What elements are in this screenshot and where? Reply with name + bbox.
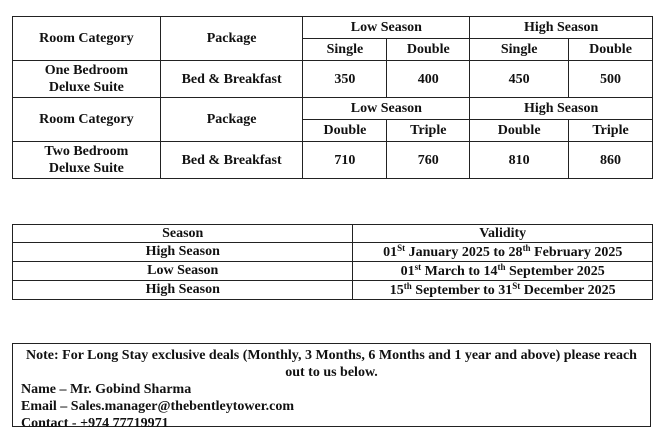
rate-cell: 860 [569,142,653,179]
season-cell: High Season [13,281,353,300]
room-name-line: Deluxe Suite [48,80,124,95]
rate-cell: 350 [303,61,387,98]
date-part: 15 [389,283,404,298]
package-cell: Bed & Breakfast [160,142,303,179]
season-cell: High Season [13,243,353,262]
room-name-line: One Bedroom [44,63,129,78]
date-part: September 2025 [505,264,605,279]
validity-header-row [13,225,653,243]
low-season-header: Low Season [303,98,470,120]
occupancy-header: Single [470,39,569,61]
date-part: September to 31 [411,283,513,298]
validity-cell [353,281,653,300]
date-part: February 2025 [530,245,623,260]
ordinal-suffix: th [522,243,531,253]
room-rates-table [12,16,653,179]
ordinal-suffix: th [403,281,412,291]
occupancy-header: Triple [387,120,470,142]
season-header: Season [13,225,353,243]
package-header: Package [160,98,303,142]
rate-cell: 450 [470,61,569,98]
occupancy-header: Double [569,39,653,61]
ordinal-suffix: th [497,262,506,272]
rate-cell: 400 [387,61,470,98]
validity-cell [353,243,653,262]
low-season-header: Low Season [303,17,470,39]
validity-header: Validity [353,225,653,243]
date-part: 01 [383,245,398,260]
table-row [13,142,653,179]
room-category-header: Room Category [13,98,161,142]
ordinal-suffix: St [397,243,406,253]
date-part: 01 [400,264,415,279]
contact-name: Name – Mr. Gobind Sharma [21,382,192,397]
occupancy-header: Double [470,120,569,142]
high-season-header: High Season [470,17,653,39]
high-season-header: High Season [470,98,653,120]
season-validity-table [12,224,653,300]
table-row [13,61,653,98]
season-cell: Low Season [13,262,353,281]
occupancy-header: Single [303,39,387,61]
rates-header-row-1 [13,17,653,39]
occupancy-header: Double [303,120,387,142]
room-name-cell [13,61,161,98]
table-row [13,262,653,281]
rate-cell: 500 [569,61,653,98]
room-category-header: Room Category [13,17,161,61]
ordinal-suffix: St [512,281,521,291]
rate-cell: 710 [303,142,387,179]
room-name-cell [13,142,161,179]
note-text: Note: For Long Stay exclusive deals (Monthly, 3 Months, 6 Months and 1 year and above) please reach out to us below. [26,348,637,380]
package-cell: Bed & Breakfast [160,61,303,98]
rate-cell: 760 [387,142,470,179]
contact-phone: Contact - +974 77719971 [21,416,169,431]
ordinal-suffix: st [414,262,422,272]
occupancy-header: Triple [569,120,653,142]
rates-header-row-2 [13,98,653,120]
validity-cell [353,262,653,281]
table-row [13,281,653,300]
rate-cell: 810 [470,142,569,179]
date-part: January 2025 to 28 [405,245,523,260]
occupancy-header: Double [387,39,470,61]
contact-email: Email – Sales.manager@thebentleytower.com [21,399,295,414]
table-row [13,243,653,262]
long-stay-note-box [12,343,651,431]
date-part: March to 14 [421,264,498,279]
date-part: December 2025 [520,283,616,298]
room-name-line: Deluxe Suite [48,161,124,176]
package-header: Package [160,17,303,61]
room-name-line: Two Bedroom [44,144,129,159]
